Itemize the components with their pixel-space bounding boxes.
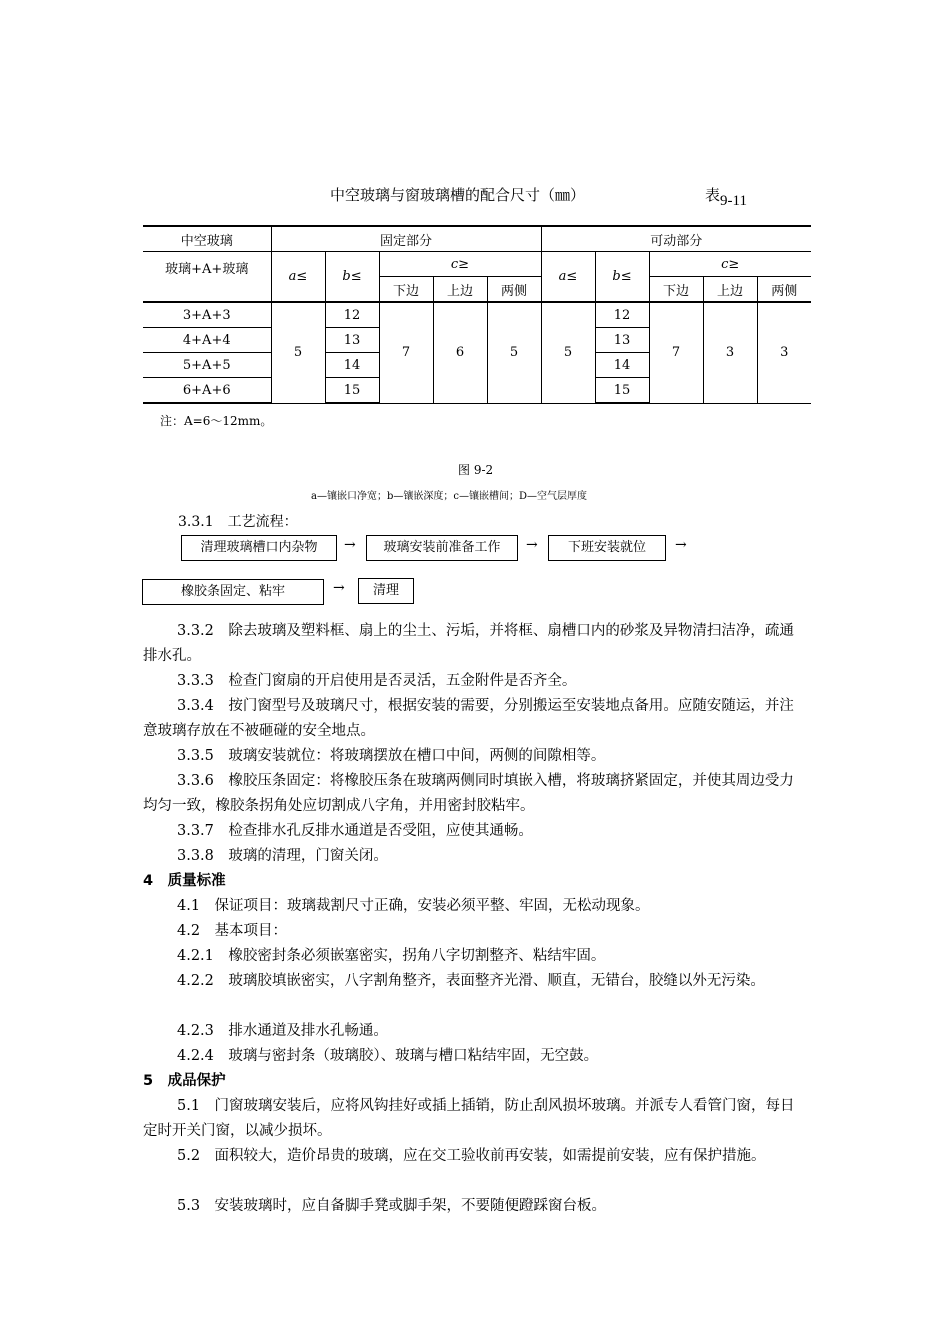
section-heading-5: 5 成品保护 (143, 1073, 226, 1089)
header-fixed-c: c≥ (379, 252, 541, 277)
header-fixed: 固定部分 (271, 226, 541, 252)
row-label: 6+A+6 (143, 378, 271, 404)
figure-legend: a—镶嵌口净宽；b—镶嵌深度；c—镶嵌槽间；D—空气层厚度 (311, 491, 587, 502)
flow-step: 玻璃安装前准备工作 (366, 535, 518, 561)
section-heading-4: 4 质量标准 (143, 873, 226, 889)
paragraph-4-2-2: 4.2.2 玻璃胶填嵌密实，八字割角整齐，表面整齐光滑、顺直，无错台，胶缝以外无污染。 (177, 973, 765, 989)
fixed-c-sides: 5 (487, 302, 541, 403)
paragraph-3-3-5: 3.3.5 玻璃安装就位：将玻璃摆放在槽口中间，两侧的间隙相等。 (177, 748, 606, 764)
movable-b-value: 14 (595, 353, 649, 378)
header-movable-a: a≤ (541, 252, 595, 303)
movable-c-sides: 3 (757, 302, 811, 403)
table-number (705, 184, 747, 209)
paragraph-4-2: 4.2 基本项目： (177, 923, 288, 939)
flow-step: 清理 (358, 578, 414, 604)
paragraph-4-2-4: 4.2.4 玻璃与密封条（玻璃胶）、玻璃与槽口粘结牢固，无空鼓。 (177, 1048, 599, 1064)
movable-b-value: 12 (595, 302, 649, 328)
paragraph-3-3-8: 3.3.8 玻璃的清理，门窗关闭。 (177, 848, 388, 864)
header-fixed-bottom: 下边 (379, 277, 433, 303)
fixed-c-bottom: 7 (379, 302, 433, 403)
row-label: 5+A+5 (143, 353, 271, 378)
header-fixed-sides: 两侧 (487, 277, 541, 303)
row-label: 3+A+3 (143, 302, 271, 328)
header-fixed-a: a≤ (271, 252, 325, 303)
table-number-value: 9-11 (720, 193, 747, 209)
spec-table (143, 225, 811, 404)
paragraph-5-3: 5.3 安装玻璃时，应自备脚手凳或脚手架，不要随便蹬踩窗台板。 (177, 1198, 607, 1214)
header-movable-bottom: 下边 (649, 277, 703, 303)
header-movable-sides: 两侧 (757, 277, 811, 303)
header-movable: 可动部分 (541, 226, 811, 252)
movable-c-top: 3 (703, 302, 757, 403)
header-movable-c: c≥ (649, 252, 811, 277)
fixed-c-top: 6 (433, 302, 487, 403)
flow-arrow-icon: → (333, 580, 345, 596)
fixed-b-value: 13 (325, 328, 379, 353)
header-movable-b: b≤ (595, 252, 649, 303)
paragraph-5-1: 5.1 门窗玻璃安装后，应将风钩挂好或插上插销，防止刮风损坏玻璃。并派专人看管门窗，每日定时开关门窗，以减少损坏。 (143, 1098, 795, 1139)
paragraph-3-3-6: 3.3.6 橡胶压条固定：将橡胶压条在玻璃两侧同时填嵌入槽，将玻璃挤紧固定，并使其周边受力均匀一致，橡胶条拐角处应切割成八字角，并用密封胶粘牢。 (143, 773, 794, 814)
paragraph-5-2: 5.2 面积较大，造价昂贵的玻璃，应在交工验收前再安装，如需提前安装，应有保护措施。 (177, 1148, 766, 1164)
fixed-b-value: 12 (325, 302, 379, 328)
header-movable-top: 上边 (703, 277, 757, 303)
paragraph-4-2-3: 4.2.3 排水通道及排水孔畅通。 (177, 1023, 388, 1039)
header-fixed-b: b≤ (325, 252, 379, 303)
flow-step: 橡胶条固定、粘牢 (142, 579, 324, 605)
flow-arrow-icon: → (675, 537, 687, 553)
paragraph-3-3-7: 3.3.7 检查排水孔反排水通道是否受阻，应使其通畅。 (177, 823, 533, 839)
table-note: 注：A=6～12mm。 (160, 414, 273, 428)
flow-step: 清理玻璃槽口内杂物 (181, 535, 337, 561)
flow-arrow-icon: → (526, 537, 538, 553)
table-title: 中空玻璃与窗玻璃槽的配合尺寸（㎜） (330, 186, 586, 204)
header-hollow-glass: 中空玻璃 (143, 226, 271, 252)
paragraph-3-3-4: 3.3.4 按门窗型号及玻璃尺寸，根据安装的需要，分别搬运至安装地点备用。应随安随运，并注意玻璃存放在不被砸碰的安全地点。 (143, 698, 794, 739)
paragraph-4-1: 4.1 保证项目：玻璃裁割尺寸正确，安装必须平整、牢固，无松动现象。 (177, 898, 650, 914)
movable-c-bottom: 7 (649, 302, 703, 403)
table-label: 表 (705, 186, 721, 204)
flow-title: 3.3.1 工艺流程： (178, 514, 298, 530)
flow-step: 下班安装就位 (548, 535, 666, 561)
header-fixed-top: 上边 (433, 277, 487, 303)
movable-a-value: 5 (541, 302, 595, 403)
movable-b-value: 13 (595, 328, 649, 353)
paragraph-4-2-1: 4.2.1 橡胶密封条必须嵌塞密实，拐角八字切割整齐、粘结牢固。 (177, 948, 606, 964)
flow-arrow-icon: → (344, 537, 356, 553)
fixed-a-value: 5 (271, 302, 325, 403)
paragraph-3-3-2: 3.3.2 除去玻璃及塑料框、扇上的尘土、污垢，并将框、扇槽口内的砂浆及异物清扫洁净，疏通排水孔。 (143, 623, 794, 664)
header-glass-combo: 玻璃+A+玻璃 (143, 252, 271, 303)
fixed-b-value: 15 (325, 378, 379, 404)
figure-caption: 图 9-2 (458, 463, 494, 477)
row-label: 4+A+4 (143, 328, 271, 353)
movable-b-value: 15 (595, 378, 649, 404)
paragraph-3-3-3: 3.3.3 检查门窗扇的开启使用是否灵活，五金附件是否齐全。 (177, 673, 577, 689)
fixed-b-value: 14 (325, 353, 379, 378)
